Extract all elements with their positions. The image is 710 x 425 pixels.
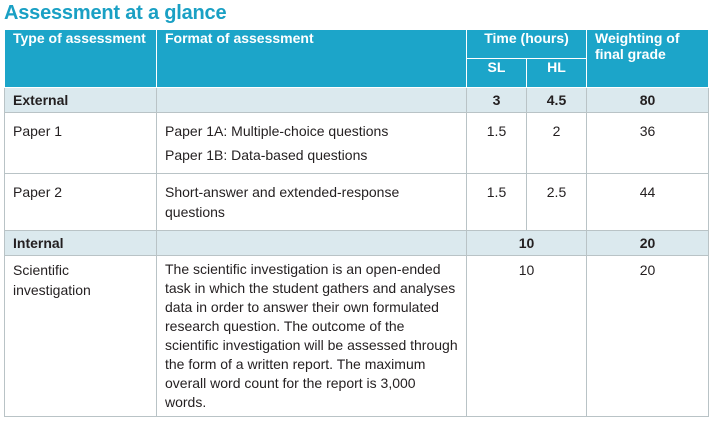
- table-row: [5, 113, 709, 174]
- page-title: Assessment at a glance: [4, 2, 227, 24]
- row-type: Paper 2: [5, 174, 157, 231]
- header-format-of-assessment: Format of assessment: [157, 30, 467, 88]
- row-sl: 1.5: [467, 174, 527, 231]
- row-hl: 2.5: [527, 174, 587, 231]
- row-weighting: 20: [587, 256, 709, 417]
- row-sl: 1.5: [467, 113, 527, 174]
- section-format-empty: [157, 88, 467, 113]
- row-time: 10: [467, 256, 587, 417]
- assessment-table: [4, 29, 709, 417]
- row-hl: 2: [527, 113, 587, 174]
- table-row: [5, 174, 709, 231]
- row-format: Short-answer and extended-response questions: [157, 174, 467, 231]
- section-weighting: 20: [587, 231, 709, 256]
- section-row-internal: [5, 231, 709, 256]
- header-sl: SL: [467, 59, 527, 88]
- section-hl: 4.5: [527, 88, 587, 113]
- section-label: Internal: [5, 231, 157, 256]
- row-format: The scientific investigation is an open-ended task in which the student gathers and analyses data in order to answer their own formulated research question. The outcome of the scientific investigation will be assessed through the form of a written report. The maximum overall word count for the report is 3,000 words.: [157, 256, 467, 417]
- section-weighting: 80: [587, 88, 709, 113]
- row-weighting: 44: [587, 174, 709, 231]
- header-time-hours: Time (hours): [467, 30, 587, 59]
- row-format: [157, 113, 467, 174]
- section-sl: 3: [467, 88, 527, 113]
- header-type-of-assessment: Type of assessment: [5, 30, 157, 88]
- row-format-line: Paper 1B: Data-based questions: [165, 147, 368, 163]
- section-format-empty: [157, 231, 467, 256]
- section-label: External: [5, 88, 157, 113]
- row-type: Scientific investigation: [5, 256, 157, 417]
- table-row: [5, 256, 709, 417]
- row-weighting: 36: [587, 113, 709, 174]
- row-type: Paper 1: [5, 113, 157, 174]
- section-row-external: [5, 88, 709, 113]
- row-format-line: Paper 1A: Multiple-choice questions: [165, 123, 389, 139]
- header-weighting: Weighting of final grade: [587, 30, 709, 88]
- section-time: 10: [467, 231, 587, 256]
- header-hl: HL: [527, 59, 587, 88]
